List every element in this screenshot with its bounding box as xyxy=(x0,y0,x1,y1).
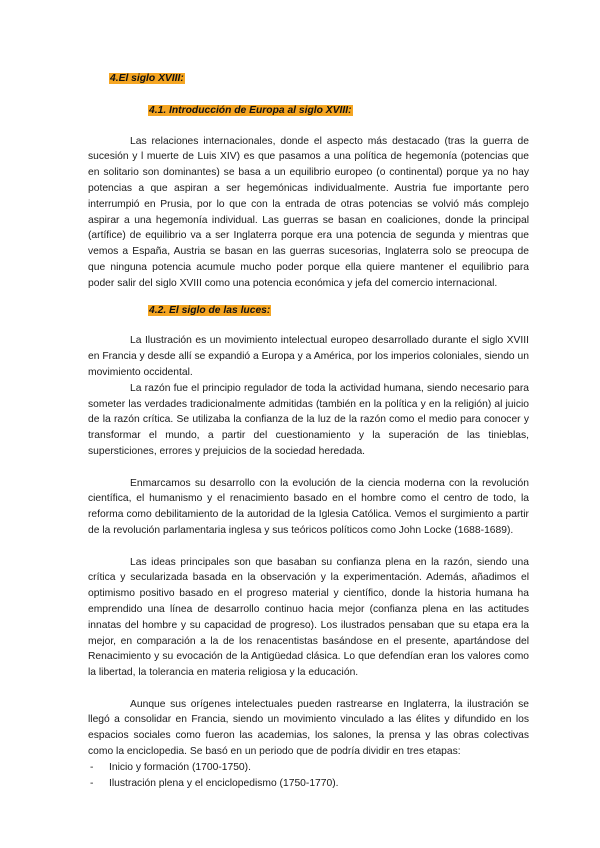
list-item xyxy=(88,776,529,792)
list-item xyxy=(88,760,529,776)
stages-list xyxy=(88,760,529,792)
section-heading xyxy=(109,71,529,87)
paragraph-context: Enmarcamos su desarrollo con la evolución de la ciencia moderna con la revolución científica, el humanismo y el renacimiento basado en el hombre como el centro de todo, la reforma como debilitamiento de la autoridad de la Iglesia Católica. Vemos el surgimiento a partir de la revolución parlamentaria inglesa y sus teóricos políticos como John Locke (1688-1689). xyxy=(88,477,529,536)
list-item-text: Inicio y formación (1700-1750). xyxy=(109,761,251,773)
document-body xyxy=(88,71,529,791)
paragraph-origins: Aunque sus orígenes intelectuales pueden rastrearse en Inglaterra, la ilustración se llegó a consolidar en Francia, siendo un movimiento vinculado a las élites y difundido en los espacios sociales como fueron las academias, los salones, la prensa y las obras colectivas como la enciclopedia. Se basó en un periodo que de podría dividir en tres etapas: xyxy=(88,698,529,758)
list-item-text: Ilustración plena y el enciclopedismo (1750-1770). xyxy=(109,777,339,789)
bullet-marker: - xyxy=(90,761,94,773)
subsection-heading-intro xyxy=(148,103,529,119)
paragraph-reason: La razón fue el principio regulador de toda la actividad humana, siendo necesario para someter las verdades tradicionalmente admitidas (también en la política y en la religión) al juicio de la razón crítica. Se utilizaba la confianza de la luz de la razón como el medio para conocer y transformar el mundo, a partir del cuestionamiento y la superación de las tinieblas, supersticiones, errores y prejuicios de la sociedad heredada. xyxy=(88,382,529,457)
subsection-heading-enlightenment-text: 4.2. El siglo de las luces: xyxy=(149,304,271,316)
paragraph-main-ideas: Las ideas principales son que basaban su confianza plena en la razón, siendo una crítica y secularizada basada en la observación y la experimentación. Además, añadimos el optimismo positivo basado en el progreso material y científico, donde la historia humana ha emprendido una línea de desarrollo continuo hacia mejor (confianza plena en las actitudes innatas del hombre y su capacidad de progreso). Los ilustrados pensaban que su etapa era la mejor, en comparación a la de los renacentistas basándose en el presente, apartándose del Renacimiento y su evocación de la Antigüedad clásica. Lo que defendían eran los valores como la libertad, la tolerancia en materia religiosa y la educación. xyxy=(88,556,529,679)
paragraph-international-relations: Las relaciones internacionales, donde el aspecto más destacado (tras la guerra de sucesión y l muerte de Luis XIV) es que pasamos a una política de hegemonía (potencias que en solitario son dominantes) se basa a un equilibrio europeo (o continental) porque ya no hay potencias a que aspiran a ser hegemónicas individualmente. Austria fue importante pero interrumpió en Prusia, por lo que con la entrada de otras potencias se volvió más complejo aspirar a una hegemonía individual. Las guerras se basan en coaliciones, donde la principal (artífice) de equilibrio va a ser Inglaterra porque era una potencia de segunda y mientras que vemos a España, Austria se basan en las guerras sucesorias, Inglaterra solo se preocupa de que ninguna potencia acumule mucho poder porque ella quiere mantener el equilibrio para poder salir del siglo XVIII como una potencia económica y jefa del comercio internacional. xyxy=(88,135,529,289)
subsection-heading-intro-text: 4.1. Introducción de Europa al siglo XVIII: xyxy=(149,104,352,116)
paragraph-enlightenment-definition: La Ilustración es un movimiento intelectual europeo desarrollado durante el siglo XVIII en Francia y desde allí se expandió a Europa y a América, por los imperios coloniales, siendo un movimiento occidental. xyxy=(88,335,529,378)
bullet-marker: - xyxy=(90,777,94,789)
subsection-heading-enlightenment xyxy=(148,303,529,319)
section-heading-text: 4.El siglo XVIII: xyxy=(110,73,184,84)
